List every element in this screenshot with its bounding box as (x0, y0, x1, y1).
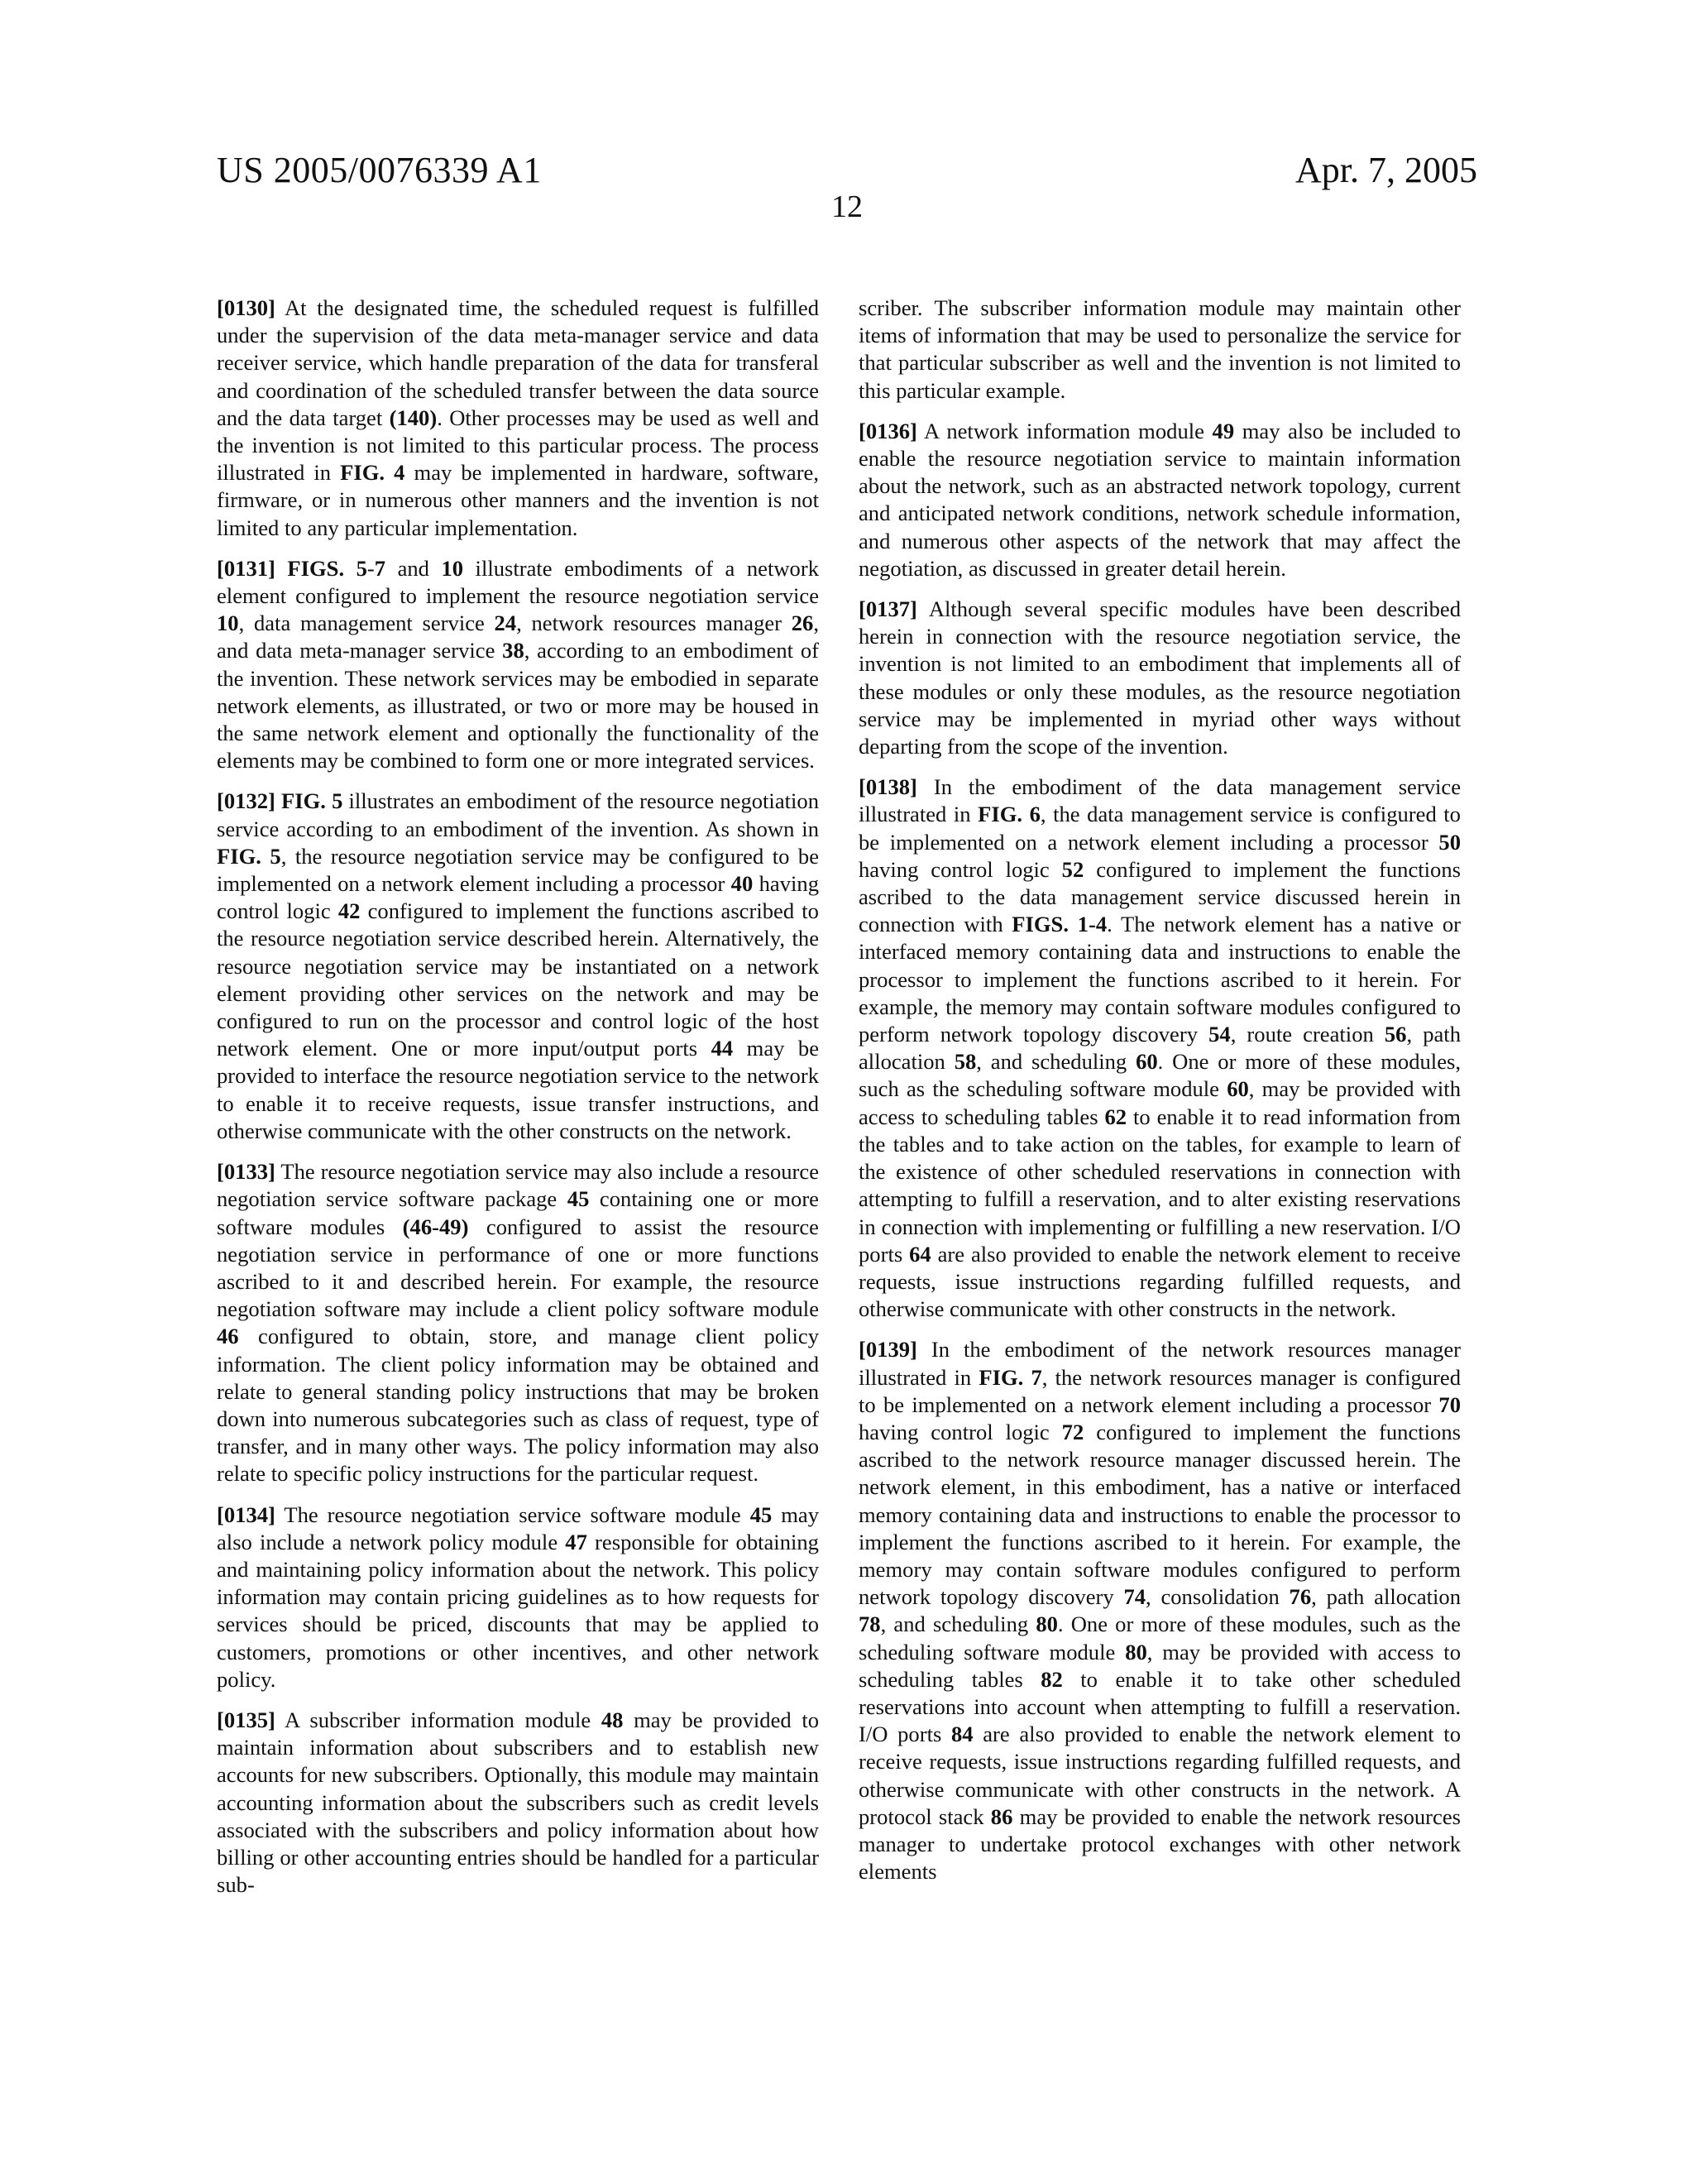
reference-label: 60 (1136, 1049, 1158, 1075)
reference-label: FIG. 5 (281, 788, 343, 814)
page-number: 12 (831, 189, 863, 224)
paragraph (217, 555, 819, 775)
paragraph-text: configured to implement the functions ascribed to the network resource manager discussed herein. The network element, in this embodiment, has a native or interfaced memory containing data and instructions to enable the processor to implement the functions ascribed to it herein. For example, the memory may contain software modules configured to perform network topology discovery (859, 1419, 1461, 1610)
reference-label: 80 (1036, 1612, 1058, 1637)
paragraph (217, 295, 819, 542)
paragraph-text: The resource negotiation service may also include a resource negotiation service software package (217, 1159, 819, 1212)
paragraph-text: . One or more of these modules, such as the scheduling software module (859, 1049, 1461, 1102)
reference-label: 47 (565, 1529, 587, 1554)
reference-label: 52 (1061, 856, 1084, 882)
reference-label: 10 (441, 555, 464, 581)
reference-label: 58 (954, 1049, 977, 1075)
reference-label: FIG. 7 (979, 1364, 1042, 1390)
paragraph-text: having control logic (859, 856, 1062, 882)
paragraph-number: [0135] (217, 1707, 275, 1732)
reference-label: (46-49) (402, 1214, 469, 1239)
reference-label: 50 (1438, 829, 1461, 855)
paragraph-text: A subscriber information module (275, 1707, 601, 1732)
paragraph (859, 1336, 1461, 1885)
paragraph-text: , the data management service is configured to be implemented on a network element including a processor (859, 802, 1461, 855)
reference-label: FIGS. 5 (287, 555, 367, 581)
paragraph-text: may be provided to interface the resource negotiation service to the network to enable it to receive requests, issue transfer instructions, and otherwise communicate with the other constructs on the network. (217, 1036, 820, 1143)
paragraph-text: may also be included to enable the resource negotiation service to maintain information about the network, such as an abstracted network topology, current and anticipated network conditions, network schedule information, and numerous other aspects of the network that may affect the negotiation, as discussed in greater detail herein. (859, 418, 1461, 581)
publication-number: US 2005/0076339 A1 (217, 150, 542, 190)
paragraph-text: configured to assist the resource negotiation service in performance of one or more functions ascribed to it and described herein. For example, the resource negotiation software may include a client policy software module (217, 1214, 819, 1322)
reference-label: 78 (859, 1612, 881, 1637)
reference-label: 10 (217, 611, 239, 636)
reference-label: 86 (990, 1803, 1013, 1829)
paragraph-text: configured to obtain, store, and manage client policy information. The client policy information may be obtained and relate to general standing policy instructions that may be broken down into numerous subcategories such as class of request, type of transfer, and in many other ways. The policy information may also relate to specific policy instructions for the particular request. (217, 1324, 819, 1487)
paragraph-number: [0138] (859, 774, 917, 800)
paragraph-text: A network information module (916, 418, 1213, 443)
reference-label: 82 (1041, 1666, 1063, 1692)
paragraph-number: [0136] (859, 418, 917, 443)
reference-label: FIG. 4 (340, 460, 405, 486)
paragraph-text: , path allocation (1311, 1584, 1461, 1610)
paragraph-text: illustrates an embodiment of the resource negotiation service according to an embodiment of the invention. As shown in (217, 788, 819, 841)
paragraph-number: [0137] (859, 596, 917, 622)
reference-label: 45 (567, 1186, 590, 1212)
paragraph-text: are also provided to enable the network element to receive requests, issue instructions regarding fulfilled requests, and otherwise communicate with other constructs in the network. A protocol stack (859, 1722, 1461, 1829)
paragraph-text: illustrate embodiments of a network element configured to implement the resource negotiation service (217, 555, 819, 609)
paragraph-text: and (385, 555, 442, 581)
paragraph (859, 774, 1461, 1323)
reference-label: 44 (711, 1036, 734, 1061)
paragraph-text: , route creation (1230, 1022, 1385, 1047)
paragraph-number: [0133] (217, 1159, 275, 1185)
reference-label: 72 (1061, 1419, 1084, 1444)
reference-label: FIG. 6 (978, 802, 1041, 827)
paragraph-text: to enable it to read information from the tables and to take action on the tables, for example to learn of the existence of other scheduled reservations in connection with attempting to fulfill a reservation, and to alter existing reservations in connection with implementing or fulfilling a new reservation. I/O ports (859, 1104, 1461, 1267)
paragraph-text: , the resource negotiation service may be configured to be implemented on a network element including a processor (217, 843, 819, 897)
reference-label: FIGS. 1-4 (1012, 912, 1108, 937)
paragraph-text: , consolidation (1146, 1584, 1290, 1610)
paragraph-text: , network resources manager (516, 611, 792, 636)
paragraph (859, 596, 1461, 760)
paragraph-text: In the embodiment of the network resources manager illustrated in (859, 1337, 1461, 1390)
paragraph-number: [0131] (217, 555, 275, 581)
reference-label: 54 (1208, 1022, 1231, 1047)
paragraph-text: may be provided to maintain information about subscribers and to establish new accounts for new subscribers. Optionally, this module may maintain accounting information about the subscribers such as credit levels associated with the subscribers and policy information about how billing or other accounting entries should be handled for a particular sub- (217, 1707, 819, 1898)
paragraph-text: having control logic (217, 871, 819, 924)
reference-label: FIG. 5 (217, 843, 281, 869)
paragraph-number: [0134] (217, 1502, 275, 1527)
paragraph-text: , data management service (238, 611, 495, 636)
reference-label: 76 (1289, 1584, 1312, 1610)
paragraph-text: configured to implement the functions ascribed to the data management service discussed herein in connection with (859, 856, 1461, 937)
reference-label: 40 (730, 871, 754, 897)
reference-label: 26 (791, 611, 814, 636)
paragraph-text: are also provided to enable the network element to receive requests, issue instructions regarding fulfilled requests, and otherwise communicate with other constructs in the network. (859, 1241, 1461, 1322)
paragraph-text: responsible for obtaining and maintaining policy information about the network. This policy information may contain pricing guidelines as to how requests for services should be priced, discounts that may be applied to customers, promotions or other incentives, and other network policy. (217, 1529, 819, 1692)
paragraph-text: configured to implement the functions ascribed to the resource negotiation service described herein. Alternatively, the resource negotiation service may be instantiated on a network element providing other services on the network and may be configured to run on the processor and control logic of the host network element. One or more input/output ports (217, 898, 819, 1061)
reference-label: 49 (1212, 418, 1235, 443)
paragraph (859, 295, 1461, 405)
paragraph-text: scriber. The subscriber information module may maintain other items of information that may be used to personalize the service for that particular subscriber as well and the invention is not limited to this particular example. (859, 295, 1461, 403)
paragraph (217, 788, 819, 1145)
paragraph (217, 1502, 819, 1693)
paragraph-text: may also include a network policy module (217, 1502, 820, 1554)
paragraph-text: containing one or more software modules (217, 1186, 819, 1239)
paragraph-text: , the network resources manager is configured to be implemented on a network element including a processor (859, 1364, 1462, 1417)
paragraph-number: [0139] (859, 1337, 917, 1363)
paragraph-text: , according to an embodiment of the invention. These network services may be embodied in separate network elements, as illustrated, or two or more may be housed in the same network element and optionally the functionality of the elements may be combined to form one or more integrated services. (217, 638, 819, 774)
paragraph-text: Although several specific modules have been described herein in connection with the resource negotiation service, the invention is not limited to an embodiment that implements all of these modules or only these modules, as the resource negotiation service may be implemented in myriad other ways without departing from the scope of the invention. (859, 596, 1461, 759)
reference-label: 70 (1438, 1391, 1461, 1417)
reference-label: 7 (374, 555, 386, 581)
paragraph-text: , may be provided with access to scheduling tables (859, 1076, 1461, 1129)
paragraph-text: , path allocation (859, 1022, 1461, 1075)
left-text-column (217, 295, 819, 1912)
paragraph-text: may be provided to enable the network resources manager to undertake protocol exchanges with other network elements (859, 1803, 1461, 1885)
paragraph-text: In the embodiment of the data management service illustrated in (859, 774, 1461, 827)
paragraph-text: - (366, 555, 375, 581)
right-text-column (859, 295, 1461, 1899)
reference-label: 64 (909, 1241, 931, 1267)
paragraph-text: . One or more of these modules, such as the scheduling software module (859, 1612, 1461, 1664)
reference-label: 38 (502, 638, 524, 663)
publication-date: Apr. 7, 2005 (1295, 150, 1477, 190)
paragraph (217, 1707, 819, 1899)
reference-label: 74 (1123, 1584, 1146, 1610)
paragraph-text: may be implemented in hardware, software, firmware, or in numerous other manners and the invention is not limited to any particular implementation. (217, 460, 819, 540)
paragraph-text: , may be provided with access to scheduling tables (859, 1639, 1461, 1692)
paragraph-number: [0132] (217, 788, 275, 814)
reference-label: 62 (1104, 1104, 1127, 1129)
paragraph-text (275, 556, 288, 581)
paragraph-text: , and scheduling (976, 1049, 1137, 1075)
reference-label: 48 (601, 1707, 624, 1732)
paragraph-text: . Other processes may be used as well and the invention is not limited to this particular process. The process illustrated in (217, 405, 819, 486)
paragraph-text: The resource negotiation service software module (275, 1502, 750, 1527)
paragraph-number: [0130] (217, 295, 275, 320)
paragraph-text: . The network element has a native or interfaced memory containing data and instructions to enable the processor to implement the functions ascribed to it herein. For example, the memory may contain software modules configured to perform network topology discovery (859, 912, 1461, 1047)
reference-label: (140) (389, 405, 438, 430)
paragraph-text: to enable it to take other scheduled reservations into account when attempting to fulfill a reservation. I/O ports (859, 1666, 1461, 1747)
reference-label: 24 (494, 611, 517, 636)
reference-label: 84 (950, 1722, 974, 1747)
reference-label: 45 (749, 1502, 773, 1527)
paragraph (217, 1158, 819, 1487)
paragraph (859, 418, 1461, 582)
paragraph-text (275, 788, 281, 813)
reference-label: 60 (1227, 1076, 1249, 1102)
reference-label: 80 (1125, 1639, 1147, 1664)
reference-label: 46 (217, 1324, 239, 1349)
reference-label: 56 (1384, 1022, 1407, 1047)
paragraph-text: At the designated time, the scheduled request is fulfilled under the supervision of the data meta-manager service and data receiver service, which handle preparation of the data for transferal and coordination of the scheduled transfer between the data source and the data target (217, 295, 819, 430)
paragraph-text: having control logic (859, 1419, 1062, 1444)
paragraph-text: , and scheduling (880, 1612, 1036, 1637)
paragraph-text: , and data meta-manager service (217, 611, 819, 663)
reference-label: 42 (337, 898, 361, 924)
